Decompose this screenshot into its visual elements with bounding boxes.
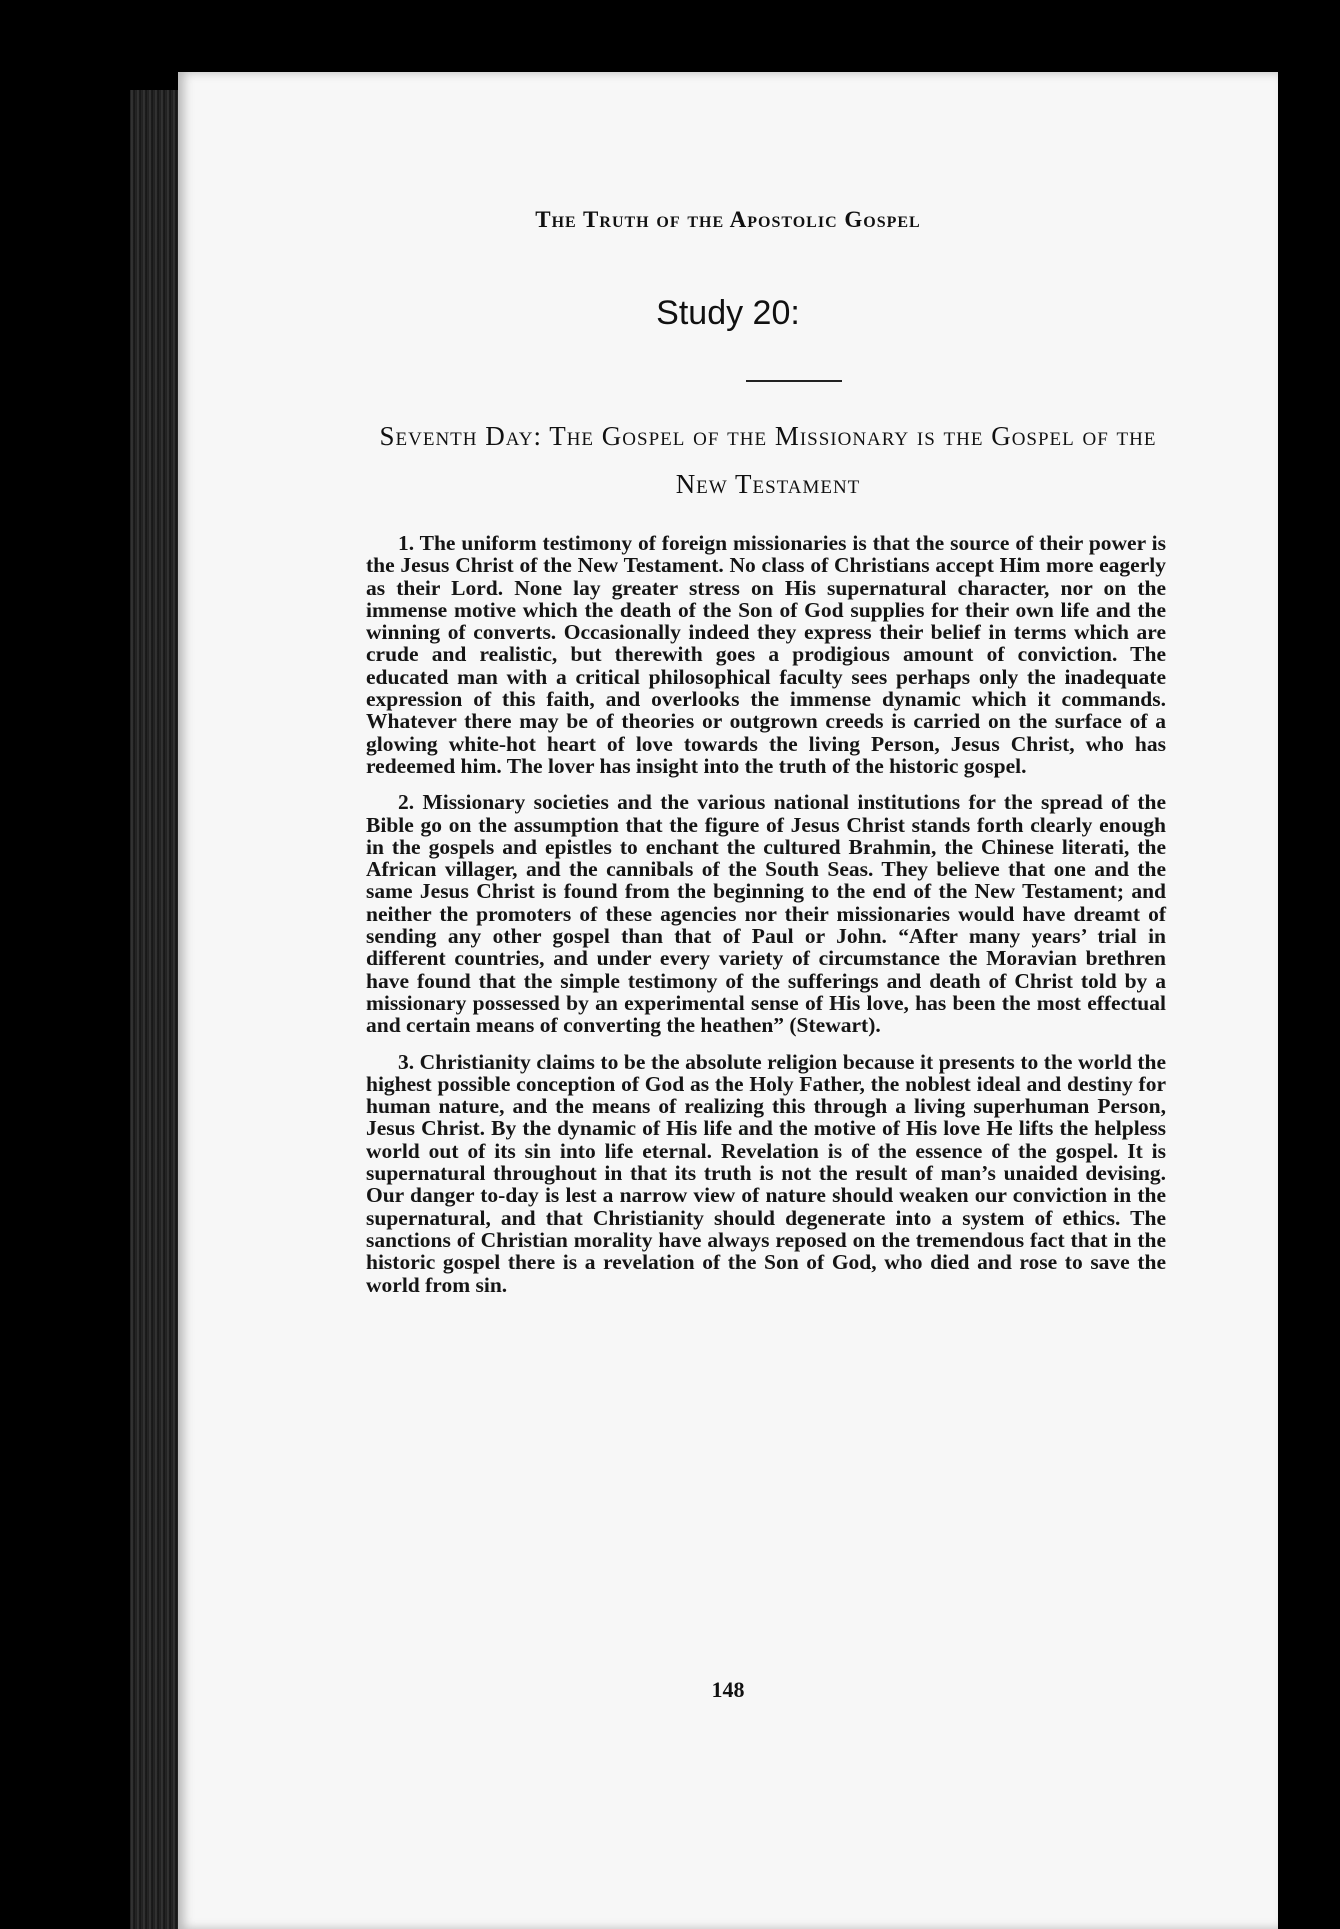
paragraph-3: 3. Christianity claims to be the absolute religion because it presents to the world the highest possible conception of God as the Holy Father, the noblest ideal and destiny for human nature, and the means of realizing this through a living superhuman Person, Jesus Christ. By the dynamic of His life and the motive of His love He lifts the helpless world out of its sin into life eternal. Revelation is of the essence of the gospel. It is supernatural throughout in that its truth is not the result of man’s unaided devising. Our danger to-day is lest a narrow view of nature should weaken our conviction in the supernatural, and that Christianity should degenerate into a system of ethics. The sanctions of Christian morality have always reposed on the tremendous fact that in the historic gospel there is a revelation of the Son of God, who died and rose to save the world from sin. <box>366 1049 1166 1297</box>
scan-border <box>1278 0 1340 1929</box>
running-head: The Truth of the Apostolic Gospel <box>535 207 921 232</box>
paragraph-1: 1. The uniform testimony of foreign missionaries is that the source of their power is the Jesus Christ of the New Testament. No class of Christians accept Him more eagerly as their Lord. None lay greater stress on His supernatural character, nor on the immense motive which the death of the Son of God supplies for their own life and the winning of converts. Occasionally indeed they express their belief in terms which are crude and realistic, but therewith goes a prodigious amount of conviction. The educated man with a critical philosophical faculty sees perhaps only the inadequate expression of this faith, and overlooks the immense dynamic which it commands. Whatever there may be of theories or outgrown creeds is carried on the surface of a glowing white-hot heart of love towards the living Person, Jesus Christ, who has redeemed him. The lover has insight into the truth of the historic gospel. <box>366 531 1166 778</box>
book-page <box>178 72 1278 1929</box>
paragraph-2: 2. Missionary societies and the various national institutions for the spread of the Bible go on the assumption that the figure of Jesus Christ stands forth clearly enough in the gospels and epistles to enchant the cultured Brahmin, the Chinese literati, the African villager, and the cannibals of the South Seas. They believe that one and the same Jesus Christ is found from the beginning to the end of the New Testament; and neither the promoters of these agencies nor their missionaries would have dreamt of sending any other gospel than that of Paul or John. “After many years’ trial in different countries, and under every variety of circumstance the Moravian brethren have found that the simple testimony of the sufferings and death of Christ told by a missionary possessed by an experimental sense of His love, has been the most effectual and certain means of converting the heathen” (Stewart). <box>366 790 1166 1038</box>
page-number: 148 <box>711 1677 745 1702</box>
title-rule <box>746 380 842 382</box>
body-text <box>366 532 1166 1310</box>
book-spine <box>130 90 180 1929</box>
day-heading: Seventh Day: The Gospel of the Missionary is the Gospel of the New Testament <box>379 421 1157 499</box>
study-title: Study 20: <box>656 294 800 332</box>
